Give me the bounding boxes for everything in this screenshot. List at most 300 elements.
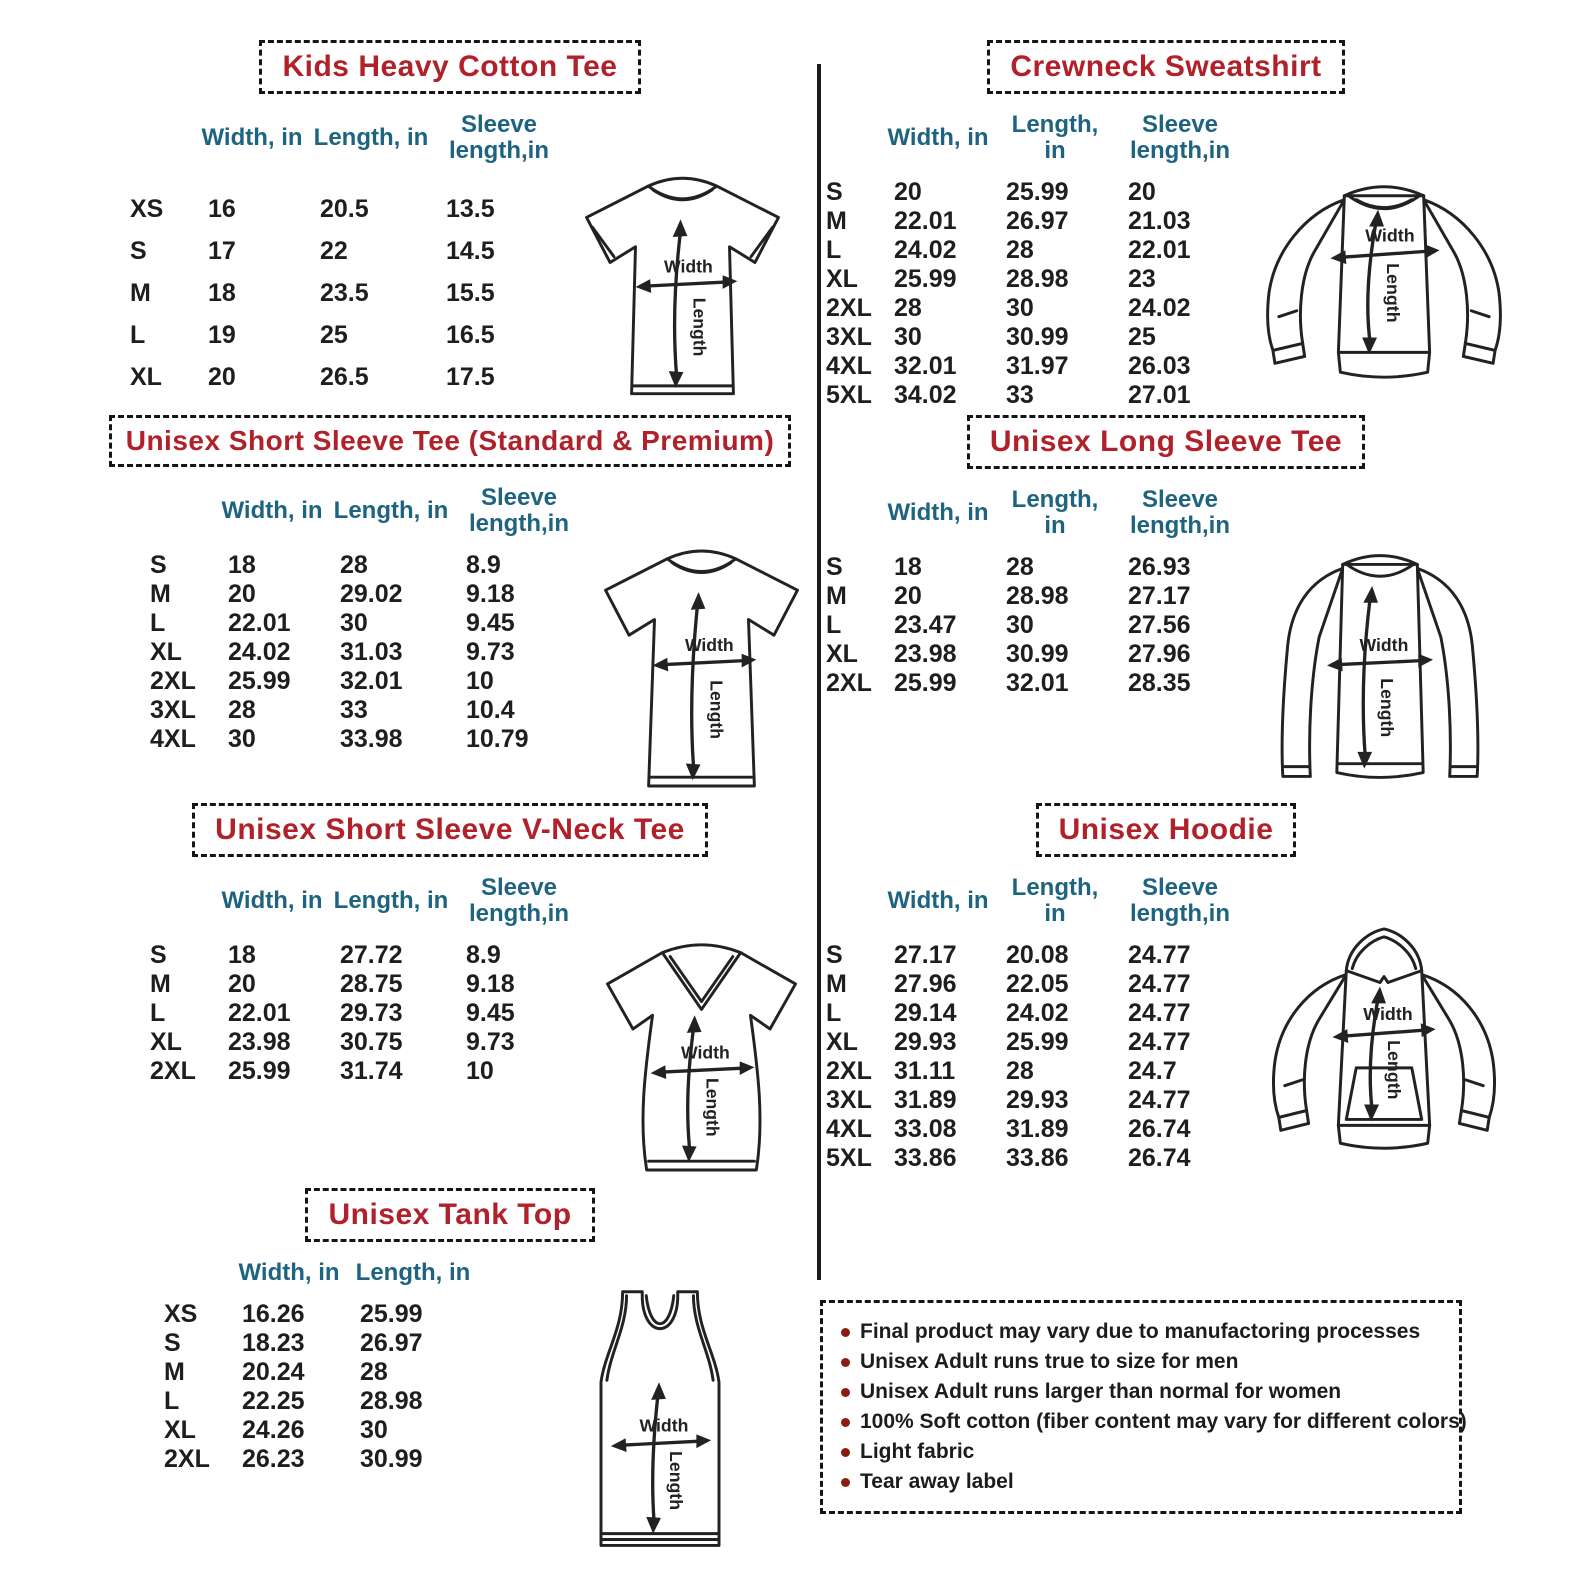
section-title: Kids Heavy Cotton Tee — [259, 40, 640, 94]
column-header: Length, in — [313, 124, 429, 151]
measure-value: 22.01 — [228, 999, 291, 1027]
table-row — [826, 178, 1244, 207]
table-row — [826, 1057, 1244, 1086]
size-table — [150, 875, 584, 1086]
measure-value: 28 — [340, 551, 368, 579]
section-kids-heavy-cotton-tee — [100, 40, 800, 410]
size-label: XL — [150, 638, 182, 666]
measure-value: 17.5 — [446, 362, 495, 391]
table-row — [164, 1416, 478, 1445]
length-label: Length — [689, 297, 710, 357]
vneck-tee-diagram — [584, 925, 819, 1180]
measure-value: 10 — [466, 1057, 494, 1085]
measure-value: 30.99 — [1006, 640, 1069, 668]
measure-value: 29.02 — [340, 580, 403, 608]
table-header-row — [882, 112, 1244, 164]
size-label: L — [130, 320, 146, 349]
measure-value: 25 — [320, 320, 348, 349]
table-row — [826, 1086, 1244, 1115]
measure-value: 16.5 — [446, 320, 495, 349]
measure-value: 33.86 — [894, 1144, 957, 1172]
measure-value: 29.73 — [340, 999, 403, 1027]
table-row — [150, 580, 584, 609]
column-header: Length, in — [333, 497, 449, 524]
tank-top-diagram — [560, 1276, 760, 1571]
measure-value: 28 — [1006, 1057, 1034, 1085]
section-title: Unisex Short Sleeve V-Neck Tee — [192, 803, 708, 857]
size-label: 5XL — [826, 381, 872, 409]
table-header-row — [882, 487, 1244, 539]
measure-value: 8.9 — [466, 551, 501, 579]
section-title: Crewneck Sweatshirt — [987, 40, 1344, 94]
section-title: Unisex Hoodie — [1036, 803, 1297, 857]
size-table — [150, 485, 584, 754]
measure-value: 20.08 — [1006, 941, 1069, 969]
table-row — [164, 1445, 478, 1474]
table-row — [826, 941, 1244, 970]
table-body — [150, 941, 584, 1086]
measure-value: 31.89 — [1006, 1115, 1069, 1143]
measure-value: 32.01 — [340, 667, 403, 695]
table-row — [150, 941, 584, 970]
measure-value: 24.77 — [1128, 941, 1191, 969]
measure-value: 26.03 — [1128, 352, 1191, 380]
measure-value: 9.73 — [466, 638, 515, 666]
measure-value: 28.75 — [340, 970, 403, 998]
width-label: Width — [684, 634, 734, 655]
table-header-row — [196, 112, 564, 164]
size-table — [826, 112, 1244, 410]
measure-value: 9.45 — [466, 609, 515, 637]
table-body — [826, 178, 1244, 410]
table-row — [826, 640, 1244, 669]
measure-value: 20.24 — [242, 1358, 305, 1386]
table-body — [150, 551, 584, 754]
size-label: XL — [826, 265, 858, 293]
measure-value: 25.99 — [894, 265, 957, 293]
section-vneck-tee — [100, 803, 800, 1180]
table-row — [826, 553, 1244, 582]
measure-value: 24.02 — [1006, 999, 1069, 1027]
measure-value: 20 — [894, 178, 922, 206]
measure-value: 27.56 — [1128, 611, 1191, 639]
table-row — [826, 1144, 1244, 1173]
measure-value: 30 — [340, 609, 368, 637]
measure-value: 23.5 — [320, 278, 369, 307]
size-label: L — [150, 609, 166, 637]
section-title: Unisex Tank Top — [305, 1188, 594, 1242]
measure-value: 9.18 — [466, 580, 515, 608]
measure-value: 23.98 — [228, 1028, 291, 1056]
width-label: Width — [1359, 634, 1409, 655]
section-title-wrap — [822, 803, 1510, 857]
size-label: S — [826, 553, 843, 581]
section-title: Unisex Short Sleeve Tee (Standard & Premium) — [109, 415, 792, 467]
kids-tee-diagram — [565, 160, 800, 410]
size-label: 3XL — [826, 323, 872, 351]
measure-value: 18 — [208, 278, 236, 307]
size-label: S — [150, 941, 167, 969]
measure-value: 31.03 — [340, 638, 403, 666]
section-unisex-hoodie — [822, 803, 1510, 1177]
table-row — [150, 725, 584, 754]
size-label: XS — [164, 1300, 198, 1328]
length-label: Length — [1376, 678, 1397, 738]
size-label: XL — [164, 1416, 196, 1444]
table-row — [826, 323, 1244, 352]
size-label: XS — [130, 194, 164, 223]
measure-value: 24.77 — [1128, 999, 1191, 1027]
table-row — [826, 294, 1244, 323]
measure-value: 24.02 — [228, 638, 291, 666]
bullet-icon — [841, 1328, 850, 1337]
table-row — [826, 611, 1244, 640]
measure-value: 25.99 — [894, 669, 957, 697]
measure-value: 26.93 — [1128, 553, 1191, 581]
size-label: M — [150, 580, 171, 608]
table-header-row — [882, 875, 1244, 927]
size-label: 4XL — [150, 725, 196, 753]
measure-value: 20.5 — [320, 194, 369, 223]
size-label: M — [826, 582, 847, 610]
measure-value: 10.4 — [466, 696, 515, 724]
measure-value: 28.35 — [1128, 669, 1191, 697]
table-body — [130, 188, 564, 398]
measure-value: 19 — [208, 320, 236, 349]
table-row — [826, 381, 1244, 410]
column-header: Sleeve length,in — [1130, 874, 1230, 927]
measure-value: 33 — [340, 696, 368, 724]
table-row — [164, 1358, 478, 1387]
length-label: Length — [665, 1451, 686, 1511]
table-row — [826, 265, 1244, 294]
column-header: Length, in — [355, 1259, 471, 1286]
width-label: Width — [1365, 225, 1415, 246]
table-row — [826, 970, 1244, 999]
measure-value: 28.98 — [1006, 582, 1069, 610]
note-text: Final product may vary due to manufactoring processes — [860, 1320, 1421, 1343]
long-sleeve-tee-diagram — [1250, 535, 1510, 800]
measure-value: 24.77 — [1128, 970, 1191, 998]
bullet-icon — [841, 1448, 850, 1457]
measure-value: 30.99 — [1006, 323, 1069, 351]
size-label: 5XL — [826, 1144, 872, 1172]
width-label: Width — [639, 1415, 689, 1436]
size-label: 2XL — [164, 1445, 210, 1473]
table-row — [826, 1028, 1244, 1057]
measure-value: 27.72 — [340, 941, 403, 969]
size-label: S — [130, 236, 147, 265]
size-table — [826, 487, 1244, 698]
measure-value: 25.99 — [228, 667, 291, 695]
measure-value: 22.01 — [894, 207, 957, 235]
section-title-wrap — [100, 415, 800, 467]
note-item — [839, 1377, 1443, 1407]
size-label: M — [150, 970, 171, 998]
measure-value: 25 — [1128, 323, 1156, 351]
table-row — [164, 1329, 478, 1358]
table-header-row — [230, 1260, 478, 1286]
width-label: Width — [664, 256, 713, 277]
column-header: Length, in — [1011, 111, 1099, 164]
size-label: M — [130, 278, 151, 307]
note-text: Unisex Adult runs larger than normal for women — [860, 1380, 1342, 1403]
measure-value: 27.17 — [1128, 582, 1191, 610]
measure-value: 33 — [1006, 381, 1034, 409]
table-row — [130, 314, 564, 356]
width-label: Width — [681, 1042, 730, 1063]
table-row — [826, 582, 1244, 611]
table-row — [150, 638, 584, 667]
length-label: Length — [1382, 263, 1403, 323]
column-header: Sleeve length,in — [469, 874, 569, 927]
measure-value: 28.98 — [1006, 265, 1069, 293]
size-label: XL — [150, 1028, 182, 1056]
measure-value: 9.45 — [466, 999, 515, 1027]
size-label: M — [164, 1358, 185, 1386]
column-header: Width, in — [201, 124, 303, 151]
section-unisex-short-sleeve-tee — [100, 415, 800, 800]
measure-value: 26.74 — [1128, 1144, 1191, 1172]
size-label: 2XL — [826, 1057, 872, 1085]
measure-value: 27.96 — [1128, 640, 1191, 668]
table-row — [826, 669, 1244, 698]
measure-value: 18.23 — [242, 1329, 305, 1357]
size-table — [826, 875, 1244, 1173]
table-row — [150, 551, 584, 580]
measure-value: 26.74 — [1128, 1115, 1191, 1143]
column-header: Sleeve length,in — [449, 111, 549, 164]
measure-value: 25.99 — [1006, 178, 1069, 206]
measure-value: 22.05 — [1006, 970, 1069, 998]
size-label: 4XL — [826, 352, 872, 380]
table-row — [130, 188, 564, 230]
measure-value: 28.98 — [360, 1387, 423, 1415]
measure-value: 29.14 — [894, 999, 957, 1027]
note-text: Unisex Adult runs true to size for men — [860, 1350, 1239, 1373]
size-label: S — [826, 178, 843, 206]
notes-list — [839, 1317, 1467, 1497]
measure-value: 20 — [208, 362, 236, 391]
column-header: Width, in — [887, 887, 989, 914]
section-title-wrap — [100, 803, 800, 857]
measure-value: 27.01 — [1128, 381, 1191, 409]
size-label: S — [826, 941, 843, 969]
column-header: Width, in — [887, 499, 989, 526]
measure-value: 23.47 — [894, 611, 957, 639]
measure-value: 18 — [228, 941, 256, 969]
measure-value: 30.75 — [340, 1028, 403, 1056]
section-crewneck-sweatshirt — [822, 40, 1510, 410]
measure-value: 32.01 — [894, 352, 957, 380]
measure-value: 26.23 — [242, 1445, 305, 1473]
measure-value: 29.93 — [894, 1028, 957, 1056]
measure-value: 28 — [1006, 553, 1034, 581]
size-label: L — [826, 999, 842, 1027]
product-notes-box — [820, 1300, 1467, 1514]
measure-value: 21.03 — [1128, 207, 1191, 235]
table-row — [150, 609, 584, 638]
bullet-icon — [841, 1388, 850, 1397]
measure-value: 24.02 — [894, 236, 957, 264]
column-header: Length, in — [333, 887, 449, 914]
table-row — [826, 352, 1244, 381]
measure-value: 20 — [1128, 178, 1156, 206]
measure-value: 33.08 — [894, 1115, 957, 1143]
table-header-row — [216, 485, 584, 537]
column-header: Sleeve length,in — [1130, 111, 1230, 164]
table-row — [150, 999, 584, 1028]
unisex-tee-diagram — [584, 535, 819, 800]
measure-value: 24.02 — [1128, 294, 1191, 322]
measure-value: 22.01 — [1128, 236, 1191, 264]
table-row — [150, 1057, 584, 1086]
size-label: 4XL — [826, 1115, 872, 1143]
size-table — [164, 1260, 478, 1474]
hoodie-diagram — [1244, 919, 1524, 1177]
section-title-wrap — [100, 40, 800, 94]
measure-value: 18 — [228, 551, 256, 579]
measure-value: 14.5 — [446, 236, 495, 265]
table-row — [164, 1300, 478, 1329]
measure-value: 30 — [1006, 294, 1034, 322]
table-row — [150, 1028, 584, 1057]
measure-value: 18 — [894, 553, 922, 581]
measure-value: 30 — [894, 323, 922, 351]
size-label: XL — [826, 640, 858, 668]
measure-value: 31.89 — [894, 1086, 957, 1114]
measure-value: 30 — [360, 1416, 388, 1444]
note-item — [839, 1317, 1443, 1347]
size-label: M — [826, 207, 847, 235]
measure-value: 24.7 — [1128, 1057, 1177, 1085]
size-label: L — [826, 236, 842, 264]
column-header: Width, in — [238, 1259, 340, 1286]
measure-value: 8.9 — [466, 941, 501, 969]
table-row — [150, 667, 584, 696]
size-label: L — [150, 999, 166, 1027]
measure-value: 16.26 — [242, 1300, 305, 1328]
table-row — [826, 999, 1244, 1028]
measure-value: 24.77 — [1128, 1086, 1191, 1114]
measure-value: 30 — [1006, 611, 1034, 639]
measure-value: 33.98 — [340, 725, 403, 753]
section-title-wrap — [100, 1188, 800, 1242]
size-label: 2XL — [826, 669, 872, 697]
size-label: 3XL — [826, 1086, 872, 1114]
bullet-icon — [841, 1358, 850, 1367]
measure-value: 34.02 — [894, 381, 957, 409]
bullet-icon — [841, 1418, 850, 1427]
measure-value: 29.93 — [1006, 1086, 1069, 1114]
measure-value: 25.99 — [1006, 1028, 1069, 1056]
measure-value: 20 — [228, 970, 256, 998]
measure-value: 20 — [894, 582, 922, 610]
size-label: XL — [826, 1028, 858, 1056]
column-header: Sleeve length,in — [469, 484, 569, 537]
size-label: XL — [130, 362, 162, 391]
measure-value: 31.97 — [1006, 352, 1069, 380]
column-header: Width, in — [221, 887, 323, 914]
column-header: Length, in — [1011, 486, 1099, 539]
section-long-sleeve-tee — [822, 415, 1510, 800]
size-label: S — [164, 1329, 181, 1357]
size-label: M — [826, 970, 847, 998]
note-item — [839, 1437, 1443, 1467]
note-item — [839, 1347, 1443, 1377]
column-header: Width, in — [887, 124, 989, 151]
section-title: Unisex Long Sleeve Tee — [967, 415, 1365, 469]
table-row — [130, 230, 564, 272]
measure-value: 17 — [208, 236, 236, 265]
measure-value: 25.99 — [228, 1057, 291, 1085]
column-header: Width, in — [221, 497, 323, 524]
table-row — [130, 272, 564, 314]
measure-value: 24.77 — [1128, 1028, 1191, 1056]
measure-value: 9.73 — [466, 1028, 515, 1056]
measure-value: 26.97 — [1006, 207, 1069, 235]
measure-value: 10.79 — [466, 725, 529, 753]
measure-value: 28 — [360, 1358, 388, 1386]
measure-value: 27.17 — [894, 941, 957, 969]
table-row — [164, 1387, 478, 1416]
measure-value: 23 — [1128, 265, 1156, 293]
measure-value: 27.96 — [894, 970, 957, 998]
table-body — [826, 941, 1244, 1173]
measure-value: 26.97 — [360, 1329, 423, 1357]
section-tank-top — [100, 1188, 800, 1571]
note-text: Light fabric — [860, 1440, 975, 1463]
measure-value: 10 — [466, 667, 494, 695]
bullet-icon — [841, 1478, 850, 1487]
length-label: Length — [1383, 1040, 1404, 1100]
measure-value: 28 — [228, 696, 256, 724]
crewneck-diagram — [1244, 162, 1524, 400]
size-label: S — [150, 551, 167, 579]
measure-value: 28 — [894, 294, 922, 322]
table-row — [150, 970, 584, 999]
size-label: L — [826, 611, 842, 639]
table-body — [826, 553, 1244, 698]
measure-value: 31.74 — [340, 1057, 403, 1085]
measure-value: 22.25 — [242, 1387, 305, 1415]
measure-value: 32.01 — [1006, 669, 1069, 697]
measure-value: 22 — [320, 236, 348, 265]
measure-value: 30 — [228, 725, 256, 753]
section-title-wrap — [822, 40, 1510, 94]
table-header-row — [216, 875, 584, 927]
measure-value: 28 — [1006, 236, 1034, 264]
measure-value: 13.5 — [446, 194, 495, 223]
size-label: 2XL — [150, 1057, 196, 1085]
measure-value: 9.18 — [466, 970, 515, 998]
measure-value: 20 — [228, 580, 256, 608]
measure-value: 25.99 — [360, 1300, 423, 1328]
length-label: Length — [702, 1077, 723, 1137]
note-item — [839, 1467, 1443, 1497]
table-row — [826, 236, 1244, 265]
measure-value: 23.98 — [894, 640, 957, 668]
size-label: 3XL — [150, 696, 196, 724]
measure-value: 16 — [208, 194, 236, 223]
note-text: 100% Soft cotton (fiber content may vary for different colors) — [860, 1410, 1467, 1433]
measure-value: 26.5 — [320, 362, 369, 391]
column-header: Length, in — [1011, 874, 1099, 927]
width-label: Width — [1363, 1004, 1413, 1025]
measure-value: 24.26 — [242, 1416, 305, 1444]
section-title-wrap — [822, 415, 1510, 469]
length-label: Length — [706, 680, 727, 739]
